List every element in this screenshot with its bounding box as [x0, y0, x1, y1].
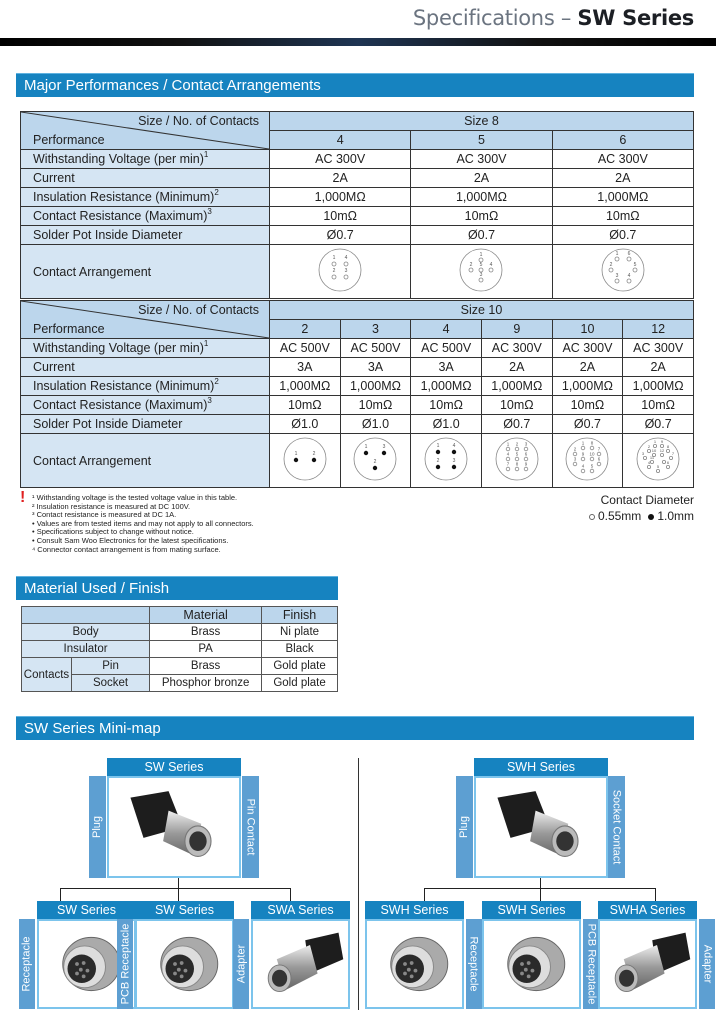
cell: Ø1.0: [411, 415, 482, 434]
corner-performance-label: Performance: [33, 133, 105, 147]
cell: Gold plate: [262, 675, 338, 692]
row-label: Pin: [72, 658, 150, 675]
material-corner: [22, 607, 150, 624]
arrangement-12pin: [623, 434, 694, 488]
svg-text:12: 12: [659, 448, 665, 453]
row-label: Withstanding Voltage (per min)$^1$: [21, 339, 270, 358]
cell: Black: [262, 641, 338, 658]
svg-text:6: 6: [598, 456, 601, 462]
child-series-title: SWA Series: [251, 901, 350, 920]
product-type-tab: [19, 919, 35, 1009]
svg-text:1: 1: [332, 255, 336, 261]
svg-text:9: 9: [524, 461, 528, 467]
svg-text:6: 6: [627, 251, 631, 257]
svg-text:1: 1: [294, 451, 298, 457]
product-type-tab-label: PCB Receptacle: [585, 923, 597, 1005]
svg-text:3: 3: [642, 451, 645, 456]
cell: Brass: [150, 624, 262, 641]
cell: 1,000MΩ: [481, 377, 552, 396]
svg-text:1: 1: [506, 441, 510, 447]
table-row-pin: [22, 658, 338, 675]
filled-circle-icon: [648, 514, 654, 520]
arrangement-2pin: [270, 434, 341, 488]
contacts-count: 10: [552, 320, 623, 339]
size8-header: Size 8: [270, 112, 694, 131]
row-label: Insulator: [22, 641, 150, 658]
row-label: Withstanding Voltage (per min)$^1$: [21, 150, 270, 169]
table-row-voltage: [21, 150, 694, 169]
row-label-contacts: Contacts: [22, 658, 72, 692]
child-series-title: SWH Series: [365, 901, 464, 920]
svg-text:4: 4: [344, 255, 348, 261]
table-row-solder: [21, 415, 694, 434]
material-table: [21, 606, 338, 692]
header-finish: Finish: [262, 607, 338, 624]
child-product-photo: [598, 919, 697, 1009]
row-label: Solder Pot Inside Diameter: [21, 226, 270, 245]
cell: 2A: [411, 169, 552, 188]
contact-type-tab-label: Pin Contact: [244, 798, 257, 856]
cell: 10mΩ: [340, 396, 411, 415]
svg-text:3: 3: [344, 268, 348, 274]
contact-type-tab-label: Socket Contact: [610, 789, 623, 865]
cell: 1,000MΩ: [552, 188, 693, 207]
footnote: ² Insulation resistance is measured at DC 100V.: [32, 501, 191, 511]
minimap-divider: [358, 758, 359, 1010]
arrangement-4pin: [270, 245, 411, 299]
svg-text:8: 8: [515, 461, 519, 467]
cell: 2A: [270, 169, 411, 188]
cell: 10mΩ: [481, 396, 552, 415]
contact-arrangement-diagram: [600, 247, 646, 293]
contacts-count: 3: [340, 320, 411, 339]
arrangement-9pin: [481, 434, 552, 488]
product-type-tab-label: Receptacle: [21, 936, 34, 992]
table-row-solder: [21, 226, 694, 245]
svg-text:2: 2: [312, 451, 316, 457]
cell: 1,000MΩ: [411, 377, 482, 396]
svg-text:2: 2: [574, 446, 577, 452]
plug-tab-label: Plug: [458, 815, 471, 839]
arrangement-5pin: [411, 245, 552, 299]
cell: Ø1.0: [270, 415, 341, 434]
root-series-title: SW Series: [107, 758, 241, 777]
contacts-count: 12: [623, 320, 694, 339]
section-header-performance: Major Performances / Contact Arrangements: [16, 73, 694, 97]
cell: 10mΩ: [411, 207, 552, 226]
root-product-photo: [107, 776, 241, 878]
cell: Phosphor bronze: [150, 675, 262, 692]
arrangement-4pin: [411, 434, 482, 488]
table-row-voltage: [21, 339, 694, 358]
contact-arrangement-diagram: [352, 436, 398, 482]
contact-arrangement-diagram: [423, 436, 469, 482]
section-header-material: Material Used / Finish: [16, 576, 338, 600]
svg-text:2: 2: [515, 441, 519, 447]
footnote: ³ Contact resistance is measured at DC 1A.: [32, 510, 177, 520]
cell: Ø1.0: [340, 415, 411, 434]
tree-line-horizontal: [60, 888, 290, 889]
footnote: ¹ Withstanding voltage is the tested voltage value in this table.: [32, 493, 238, 502]
svg-text:5: 5: [633, 262, 637, 268]
size10-header: Size 10: [270, 301, 694, 320]
contact-diameter-title: Contact Diameter: [600, 493, 694, 507]
svg-text:9: 9: [661, 439, 664, 444]
table-corner-header: [21, 112, 270, 150]
svg-text:5: 5: [480, 262, 483, 268]
contact-arrangement-diagram: [458, 247, 504, 293]
footnote: ⁴ Connector contact arrangement is from mating surface.: [32, 544, 221, 554]
performance-table-size8: [20, 111, 694, 299]
tree-line-branch: [290, 888, 291, 901]
svg-text:1: 1: [436, 443, 440, 449]
svg-text:7: 7: [672, 451, 675, 456]
contacts-count: 9: [481, 320, 552, 339]
cell: 2A: [552, 169, 693, 188]
contact-arrangement-diagram: [635, 436, 681, 482]
plug-connector-image: [476, 778, 606, 876]
large-diameter-value: 1.0mm: [657, 509, 694, 523]
svg-text:8: 8: [667, 444, 670, 449]
footnote: • Consult Sam Woo Electronics for the latest specifications.: [32, 535, 229, 545]
cell: 1,000MΩ: [552, 377, 623, 396]
child-product-photo: [251, 919, 350, 1009]
contact-type-tab: [608, 776, 625, 878]
receptacle-connector-image: [367, 921, 462, 1007]
title-prefix: Specifications –: [412, 6, 578, 30]
root-series-title: SWH Series: [474, 758, 608, 777]
svg-text:2: 2: [374, 459, 377, 465]
cell: 1,000MΩ: [623, 377, 694, 396]
title-rule: [0, 38, 716, 46]
row-label: Insulation Resistance (Minimum)$^2$: [21, 377, 270, 396]
product-type-tab-label: PCB Receptacle: [119, 923, 131, 1005]
svg-text:3: 3: [524, 441, 528, 447]
hollow-circle-icon: [589, 514, 595, 520]
cell: 10mΩ: [270, 207, 411, 226]
table-row-body: [22, 624, 338, 641]
svg-text:2: 2: [470, 262, 473, 268]
tree-line-vertical: [178, 878, 179, 888]
row-label: Contact Resistance (Maximum)$^3$: [21, 396, 270, 415]
row-label: Current: [21, 358, 270, 377]
svg-text:1: 1: [582, 440, 585, 446]
warning-icon: !: [20, 489, 26, 506]
svg-text:5: 5: [515, 451, 519, 457]
cell: 2A: [481, 358, 552, 377]
child-product-photo: [135, 919, 234, 1009]
cell: AC 500V: [411, 339, 482, 358]
table-row-insulation: [21, 377, 694, 396]
page-title: [413, 6, 694, 30]
cell: Ø0.7: [411, 226, 552, 245]
svg-text:1: 1: [365, 444, 368, 450]
child-product-photo: [365, 919, 464, 1009]
footnote: • Values are from tested items and may not apply to all connectors.: [32, 518, 254, 528]
cell: 2A: [552, 358, 623, 377]
cell: AC 300V: [481, 339, 552, 358]
product-type-tab-label: Receptacle: [468, 936, 481, 992]
cell: Brass: [150, 658, 262, 675]
contacts-count: 2: [270, 320, 341, 339]
svg-text:10: 10: [589, 451, 595, 457]
svg-text:3: 3: [480, 272, 483, 278]
tree-line-vertical: [540, 878, 541, 888]
child-series-title: SWH Series: [482, 901, 581, 920]
contact-arrangement-diagram: [494, 436, 540, 482]
table-row-contact-resistance: [21, 207, 694, 226]
svg-text:2: 2: [648, 444, 651, 449]
table-row-insulator: [22, 641, 338, 658]
arrangement-6pin: [552, 245, 693, 299]
cell: AC 300V: [552, 150, 693, 169]
cell: 3A: [270, 358, 341, 377]
cell: Gold plate: [262, 658, 338, 675]
cell: 10mΩ: [411, 396, 482, 415]
cell: PA: [150, 641, 262, 658]
contact-arrangement-diagram: [282, 436, 328, 482]
cell: AC 300V: [270, 150, 411, 169]
cell: Ø0.7: [552, 415, 623, 434]
cell: AC 500V: [340, 339, 411, 358]
row-label: Insulation Resistance (Minimum)$^2$: [21, 188, 270, 207]
svg-text:10: 10: [651, 448, 657, 453]
svg-text:2: 2: [609, 262, 613, 268]
svg-text:3: 3: [383, 444, 386, 450]
child-series-title: SW Series: [37, 901, 136, 920]
small-diameter-value: 0.55mm: [597, 509, 642, 523]
cell: 10mΩ: [270, 396, 341, 415]
svg-text:7: 7: [506, 461, 510, 467]
plug-tab-label: Plug: [91, 815, 104, 839]
tree-line-branch: [178, 888, 179, 901]
performance-table-size10: [20, 300, 694, 488]
root-product-photo: [474, 776, 608, 878]
receptacle-connector-image: [137, 921, 232, 1007]
section-header-minimap: SW Series Mini-map: [16, 716, 694, 740]
contacts-count: 4: [411, 320, 482, 339]
svg-text:1: 1: [615, 251, 619, 257]
svg-text:4: 4: [452, 443, 456, 449]
child-series-title: SWHA Series: [598, 901, 697, 920]
corner-performance-label: Performance: [33, 322, 105, 336]
child-product-photo: [482, 919, 581, 1009]
product-type-tab-label: Adapter: [701, 944, 713, 984]
row-label: Contact Arrangement: [21, 245, 270, 299]
table-row-current: [21, 169, 694, 188]
svg-text:4: 4: [506, 451, 510, 457]
footnote: • Specifications subject to change without notice.: [32, 527, 194, 537]
cell: 3A: [340, 358, 411, 377]
table-row-current: [21, 358, 694, 377]
svg-text:11: 11: [650, 455, 655, 460]
product-type-tab: [117, 919, 133, 1009]
svg-text:4: 4: [490, 262, 493, 268]
row-label: Socket: [72, 675, 150, 692]
cell: 1,000MΩ: [270, 188, 411, 207]
adapter-connector-image: [600, 921, 695, 1007]
svg-text:2: 2: [436, 458, 440, 464]
cell: AC 300V: [623, 339, 694, 358]
arrangement-10pin: [552, 434, 623, 488]
product-type-tab: [583, 919, 599, 1009]
cell: 2A: [623, 358, 694, 377]
svg-text:1: 1: [654, 439, 657, 444]
svg-text:7: 7: [598, 446, 601, 452]
title-series: SW Series: [577, 6, 694, 30]
header-material: Material: [150, 607, 262, 624]
row-label: Contact Arrangement: [21, 434, 270, 488]
svg-text:6: 6: [667, 460, 670, 465]
contacts-count: 5: [411, 131, 552, 150]
svg-text:4: 4: [648, 460, 651, 465]
cell: Ø0.7: [552, 226, 693, 245]
cell: 10mΩ: [552, 396, 623, 415]
cell: 3A: [411, 358, 482, 377]
contact-arrangement-diagram: [317, 247, 363, 293]
table-row-contact-resistance: [21, 396, 694, 415]
cell: Ø0.7: [623, 415, 694, 434]
cell: 1,000MΩ: [411, 188, 552, 207]
svg-text:1: 1: [480, 252, 483, 258]
plug-tab: [89, 776, 106, 878]
row-label: Contact Resistance (Maximum)$^3$: [21, 207, 270, 226]
contact-type-tab: [242, 776, 259, 878]
table-row-insulation: [21, 188, 694, 207]
receptacle-connector-image: [484, 921, 579, 1007]
tree-line-branch: [60, 888, 61, 901]
cell: 10mΩ: [552, 207, 693, 226]
svg-text:5: 5: [591, 463, 594, 469]
cell: 1,000MΩ: [340, 377, 411, 396]
svg-text:3: 3: [615, 273, 619, 279]
svg-text:5: 5: [657, 464, 660, 469]
child-series-title: SW Series: [135, 901, 234, 920]
svg-text:3: 3: [574, 456, 577, 462]
corner-size-label: Size / No. of Contacts: [138, 114, 259, 128]
contact-diameter-legend: [589, 492, 694, 524]
row-label: Body: [22, 624, 150, 641]
cell: AC 500V: [270, 339, 341, 358]
svg-text:2: 2: [332, 268, 336, 274]
svg-text:6: 6: [524, 451, 528, 457]
svg-text:9: 9: [582, 451, 585, 457]
row-label: Current: [21, 169, 270, 188]
product-type-tab: [466, 919, 482, 1009]
tree-line-branch: [655, 888, 656, 901]
tree-line-branch: [424, 888, 425, 901]
cell: 10mΩ: [623, 396, 694, 415]
row-label: Solder Pot Inside Diameter: [21, 415, 270, 434]
cell: Ø0.7: [270, 226, 411, 245]
contacts-count: 6: [552, 131, 693, 150]
svg-text:4: 4: [627, 273, 631, 279]
table-row-arrangement: [21, 245, 694, 299]
tree-line-branch: [540, 888, 541, 901]
cell: AC 300V: [552, 339, 623, 358]
contact-arrangement-diagram: [564, 436, 610, 482]
plug-connector-image: [109, 778, 239, 876]
svg-text:4: 4: [582, 463, 585, 469]
cell: AC 300V: [411, 150, 552, 169]
svg-text:8: 8: [591, 440, 594, 446]
svg-text:3: 3: [452, 458, 456, 464]
table-row-arrangement: [21, 434, 694, 488]
table-corner-header: [21, 301, 270, 339]
adapter-connector-image: [253, 921, 348, 1007]
plug-tab: [456, 776, 473, 878]
contacts-count: 4: [270, 131, 411, 150]
product-type-tab: [699, 919, 715, 1009]
product-type-tab: [233, 919, 249, 1009]
cell: Ø0.7: [481, 415, 552, 434]
footnotes: [20, 489, 254, 554]
product-type-tab-label: Adapter: [235, 944, 247, 984]
cell: Ni plate: [262, 624, 338, 641]
arrangement-3pin: [340, 434, 411, 488]
corner-size-label: Size / No. of Contacts: [138, 303, 259, 317]
cell: 1,000MΩ: [270, 377, 341, 396]
